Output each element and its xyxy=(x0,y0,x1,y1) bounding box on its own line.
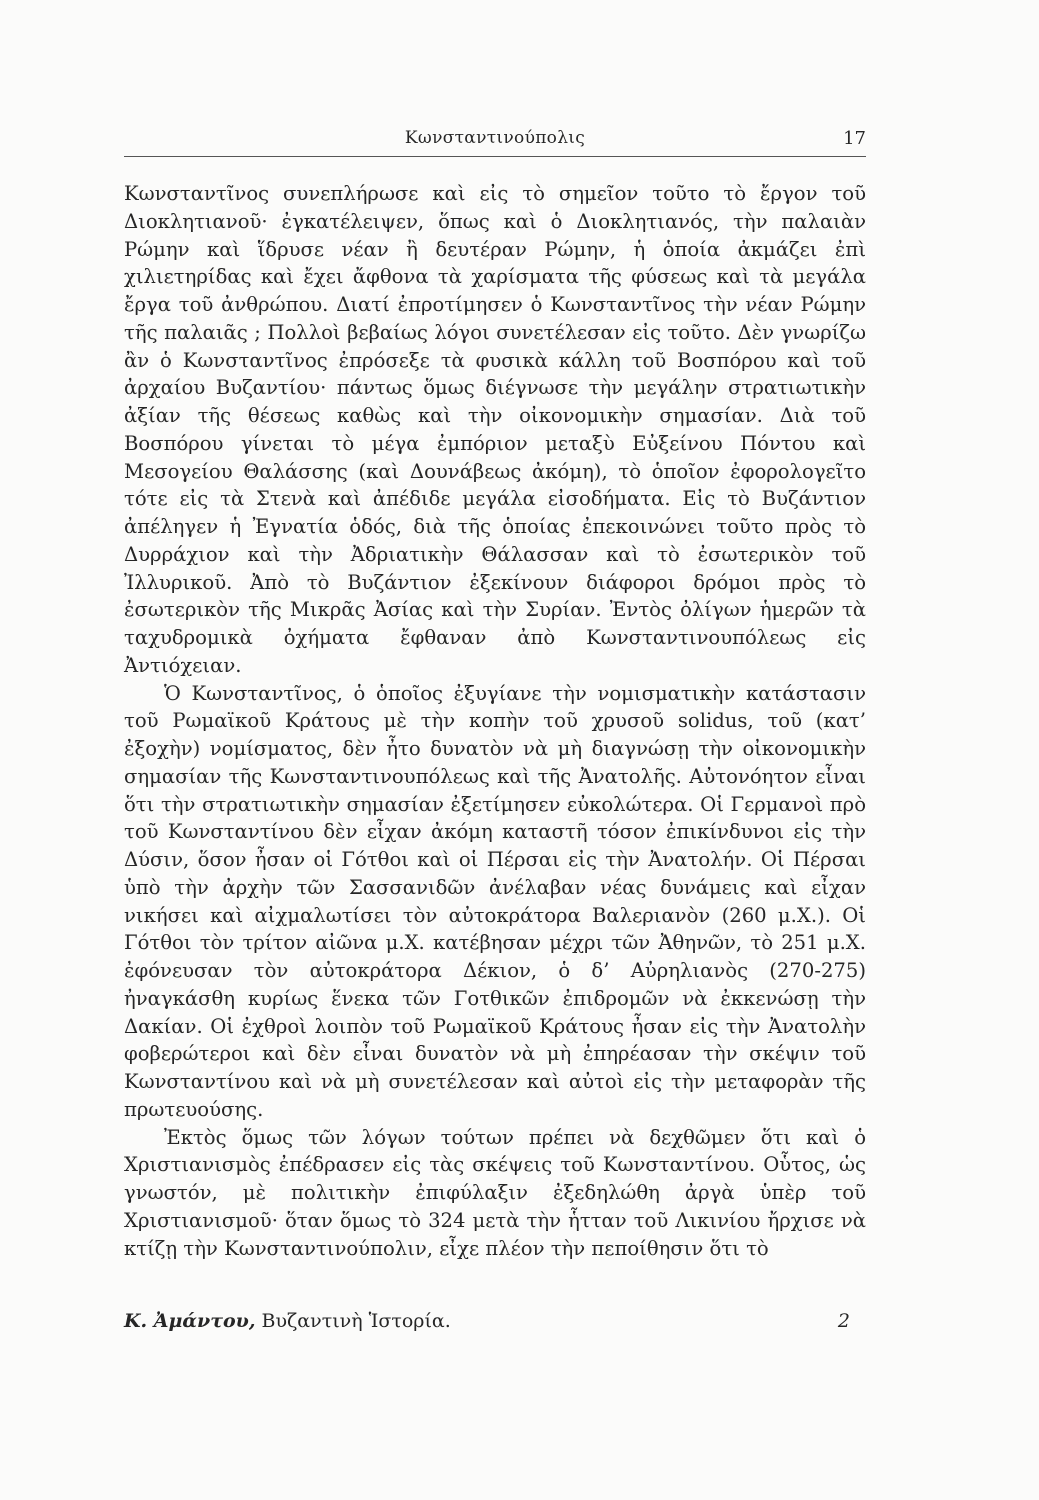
sheet-number: 2 xyxy=(837,1310,850,1332)
page-number: 17 xyxy=(843,128,866,149)
paragraph-1: Κωνσταντῖνος συνεπλήρωσε καὶ εἰς τὸ σημεῖον τοῦτο τὸ ἔργον τοῦ Διοκλητιανοῦ· ἐγκατέλειψεν, ὅπως καὶ ὁ Διοκλητιανός, τὴν παλαιὰν Ρώμην καὶ ἵδρυσε νέαν ἢ δευτέραν Ρώμην, ἡ ὁποία ἀκμάζει ἐπὶ χιλιετηρίδας καὶ ἔχει ἄφθονα τὰ χαρίσματα τῆς φύσεως καὶ τὰ μεγάλα ἔργα τοῦ ἀνθρώπου. Διατί ἐπροτίμησεν ὁ Κωνσταντῖνος τὴν νέαν Ρώμην τῆς παλαιᾶς ; Πολλοὶ βεβαίως λόγοι συνετέλεσαν εἰς τοῦτο. Δὲν γνωρίζω ἂν ὁ Κωνσταντῖνος ἐπρόσεξε τὰ φυσικὰ κάλλη τοῦ Βοσπόρου καὶ τοῦ ἀρχαίου Βυζαντίου· πάντως ὅμως διέγνωσε τὴν μεγάλην στρατιωτικὴν ἀξίαν τῆς θέσεως καθὼς καὶ τὴν οἰκονομικὴν σημασίαν. Διὰ τοῦ Βοσπόρου γίνεται τὸ μέγα ἐμπόριον μεταξὺ Εὐξείνου Πόντου καὶ Μεσογείου Θαλάσσης (καὶ Δουνάβεως ἀκόμη), τὸ ὁποῖον ἐφορολογεῖτο τότε εἰς τὰ Στενὰ καὶ ἀπέδιδε μεγάλα εἰσοδήματα. Εἰς τὸ Βυζάντιον ἀπέληγεν ἡ Ἐγνατία ὁδός, διὰ τῆς ὁποίας ἐπεκοινώνει τοῦτο πρὸς τὸ Δυρράχιον καὶ τὴν Ἀδριατικὴν Θάλασσαν καὶ τὸ ἐσωτερικὸν τοῦ Ἰλλυρικοῦ. Ἀπὸ τὸ Βυζάντιον ἐξεκίνουν διάφοροι δρόμοι πρὸς τὸ ἐσωτερικὸν τῆς Μικρᾶς Ἀσίας καὶ τὴν Συρίαν. Ἐντὸς ὀλίγων ἡμερῶν τὰ ταχυδρομικὰ ὀχήματα ἔφθαναν ἀπὸ Κωνσταντινουπόλεως εἰς Ἀντιόχειαν. xyxy=(124,182,866,677)
page-header xyxy=(124,126,866,157)
running-title: Κωνσταντινούπολις xyxy=(404,128,586,148)
paragraph-3: Ἐκτὸς ὅμως τῶν λόγων τούτων πρέπει νὰ δεχθῶμεν ὅτι καὶ ὁ Χριστιανισμὸς ἐπέδρασεν εἰς τὰς σκέψεις τοῦ Κωνσταντίνου. Οὗτος, ὡς γνωστόν, μὲ πολιτικὴν ἐπιφύλαξιν ἐξεδηλώθη ἀργὰ ὑπὲρ τοῦ Χριστιανισμοῦ· ὅταν ὅμως τὸ 324 μετὰ τὴν ἧτταν τοῦ Λικινίου ἤρχισε νὰ κτίζῃ τὴν Κωνσταντινούπολιν, εἶχε πλέον τὴν πεποίθησιν ὅτι τὸ xyxy=(124,1125,866,1260)
footer-book-title: Βυζαντινὴ Ἱστορία. xyxy=(261,1310,451,1332)
footer-author: Κ. Ἀμάντου, xyxy=(124,1310,256,1332)
page-footer xyxy=(124,1310,866,1340)
main-text xyxy=(124,180,866,1262)
paragraph-2: Ὁ Κωνσταντῖνος, ὁ ὁποῖος ἐξυγίανε τὴν νομισματικὴν κατάστασιν τοῦ Ρωμαϊκοῦ Κράτους μὲ τὴν κοπὴν τοῦ χρυσοῦ solidus, τοῦ (κατ’ ἐξοχὴν) νομίσματος, δὲν ἦτο δυνατὸν νὰ μὴ διαγνώσῃ τὴν οἰκονομικὴν σημασίαν τῆς Κωνσταντινουπόλεως καὶ τῆς Ἀνατολῆς. Αὐτονόητον εἶναι ὅτι τὴν στρατιωτικὴν σημασίαν ἐξετίμησεν εὐκολώτερα. Οἱ Γερμανοὶ πρὸ τοῦ Κωνσταντίνου δὲν εἶχαν ἀκόμη καταστῆ τόσον ἐπικίνδυνοι εἰς τὴν Δύσιν, ὅσον ἦσαν οἱ Γότθοι καὶ οἱ Πέρσαι εἰς τὴν Ἀνατολήν. Οἱ Πέρσαι ὑπὸ τὴν ἀρχὴν τῶν Σασσανιδῶν ἀνέλαβαν νέας δυνάμεις καὶ εἶχαν νικήσει καὶ αἰχμαλωτίσει τὸν αὐτοκράτορα Βαλεριανὸν (260 μ.Χ.). Οἱ Γότθοι τὸν τρίτον αἰῶνα μ.Χ. κατέβησαν μέχρι τῶν Ἀθηνῶν, τὸ 251 μ.Χ. ἐφόνευσαν τὸν αὐτοκράτορα Δέκιον, ὁ δ’ Αὐρηλιανὸς (270-275) ἠναγκάσθη κυρίως ἕνεκα τῶν Γοτθικῶν ἐπιδρομῶν νὰ ἐκκενώσῃ τὴν Δακίαν. Οἱ ἐχθροὶ λοιπὸν τοῦ Ρωμαϊκοῦ Κράτους ἦσαν εἰς τὴν Ἀνατολὴν φοβερώτεροι καὶ δὲν εἶναι δυνατὸν νὰ μὴ ἐπηρέασαν τὴν σκέψιν τοῦ Κωνσταντίνου καὶ νὰ μὴ συνετέλεσαν καὶ αὐτοὶ εἰς τὴν μεταφορὰν τῆς πρωτευούσης. xyxy=(124,681,866,1121)
